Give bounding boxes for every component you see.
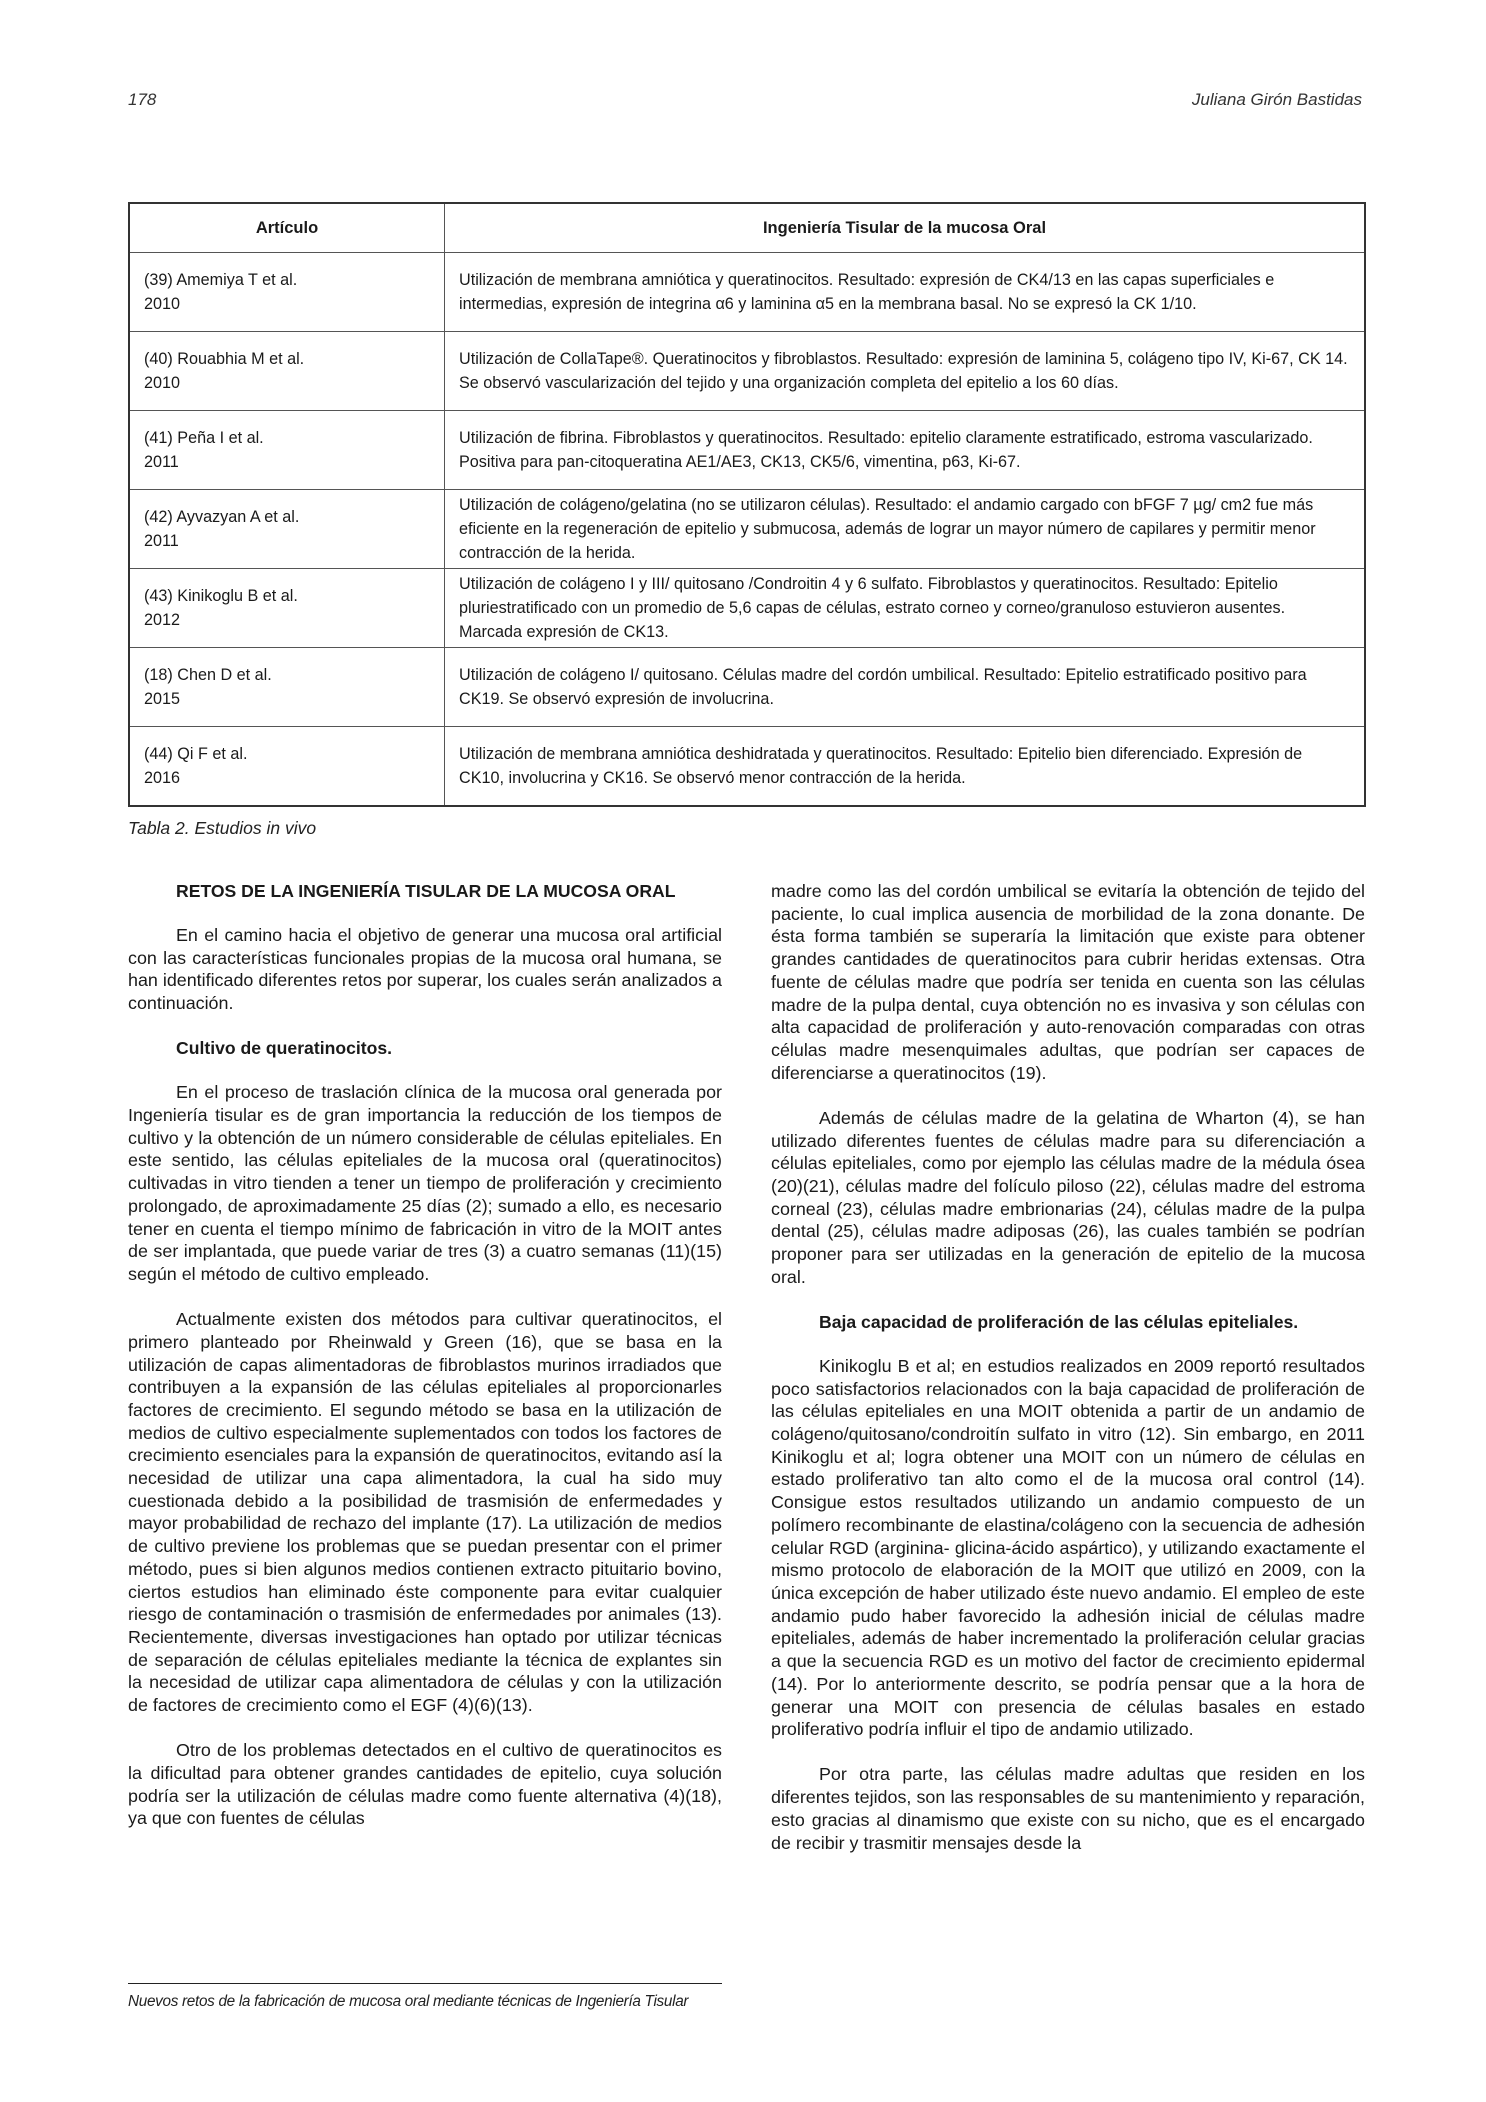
- table-row: [129, 411, 1365, 490]
- footer-divider: [128, 1983, 722, 1984]
- subsection-heading: Baja capacidad de proliferación de las células epiteliales.: [819, 1311, 1299, 1332]
- ref-author: (44) Qi F et al.: [144, 745, 248, 763]
- table-header-row: [129, 203, 1365, 253]
- table-cell-ref: [129, 490, 445, 569]
- table-caption: Tabla 2. Estudios in vivo: [128, 818, 317, 838]
- paragraph: En el proceso de traslación clínica de la mucosa oral generada por Ingeniería tisular es de gran importancia la reducción de los tiempos de cultivo y la obtención de un número considerable de células epiteliales. En este sentido, las células epiteliales de la mucosa oral (queratinocitos) cultivadas in vitro tienden a tener un tiempo de proliferación y crecimiento prolongado, de aproximadamente 25 días (2); sumado a ello, es necesario tener en cuenta el tiempo mínimo de fabricación in vitro de la MOIT antes de ser implantada, que puede variar de tres (3) a cuatro semanas (11)(15) según el método de cultivo empleado.: [128, 1082, 722, 1284]
- running-header-author: Juliana Girón Bastidas: [1191, 90, 1362, 109]
- ref-author: (41) Peña I et al.: [144, 429, 264, 447]
- paragraph: Por otra parte, las células madre adultas que residen en los diferentes tejidos, son las responsables de su mantenimiento y reparación, esto gracias al dinamismo que existe con su nicho, que es el encargado de recibir y trasmitir mensajes desde la: [771, 1764, 1365, 1853]
- table-cell-ref: [129, 253, 445, 332]
- paragraph: Kinikoglu B et al; en estudios realizados en 2009 reportó resultados poco satisfactorios relacionados con la baja capacidad de proliferación de las células epiteliales en una MOIT obtenida a partir de un andamio de colágeno/quitosano/condroitín sulfato in vitro (12). Sin embargo, en 2011 Kinikoglu et al; logra obtener una MOIT con un número de células en estado proliferativo tan alto como el de la mucosa oral control (14). Consigue estos resultados utilizando un andamio compuesto de un polímero recombinante de elastina/colágeno con la secuencia de adhesión celular RGD (arginina- glicina-ácido aspártico), y utilizando exactamente el mismo protocolo de elaboración de la MOIT que utilizó en 2009, con la única excepción de haber utilizado éste nuevo andamio. El empleo de este andamio pudo haber favorecido la adhesión inicial de células madre epiteliales, además de haber incrementado la proliferación celular gracias a que la secuencia RGD es un motivo del factor de crecimiento epidermal (14). Por lo anteriormente descrito, se podría pensar que a la hora de generar una MOIT con presencia de células basales en estado proliferativo podría influir el tipo de andamio utilizado.: [771, 1355, 1365, 1740]
- header-article: Artículo: [129, 203, 445, 253]
- ref-year: 2015: [144, 690, 181, 708]
- ref-year: 2011: [144, 532, 179, 550]
- table-row: [129, 332, 1365, 411]
- table-cell-ref: [129, 648, 445, 727]
- paragraph: En el camino hacia el objetivo de generar una mucosa oral artificial con las características funcionales propias de la mucosa oral humana, se han identificado diferentes retos por superar, los cuales serán analizados a continuación.: [128, 925, 722, 1014]
- ref-year: 2010: [144, 295, 181, 313]
- table-row: [129, 727, 1365, 807]
- table-cell-description: Utilización de membrana amniótica deshidratada y queratinocitos. Resultado: Epitelio bien diferenciado. Expresión de CK10, involucrina y CK16. Se observó menor contracción de la herida.: [445, 727, 1366, 807]
- table-cell-description: Utilización de fibrina. Fibroblastos y queratinocitos. Resultado: epitelio claramente estratificado, estroma vascularizado. Positiva para pan-citoqueratina AE1/AE3, CK13, CK5/6, vimentina, p63, Ki-67.: [445, 411, 1366, 490]
- table-cell-ref: [129, 411, 445, 490]
- table-cell-ref: [129, 332, 445, 411]
- right-column: [771, 880, 1365, 1877]
- paragraph: Otro de los problemas detectados en el cultivo de queratinocitos es la dificultad para obtener grandes cantidades de epitelio, cuya solución podría ser la utilización de células madre como fuente alternativa (4)(18), ya que con fuentes de células: [128, 1740, 722, 1829]
- ref-author: (43) Kinikoglu B et al.: [144, 587, 298, 605]
- ref-author: (39) Amemiya T et al.: [144, 271, 298, 289]
- table-row: [129, 490, 1365, 569]
- table-cell-description: Utilización de colágeno I y III/ quitosano /Condroitin 4 y 6 sulfato. Fibroblastos y queratinocitos. Resultado: Epitelio pluriestratificado con un promedio de 5,6 capas de células, estrato corneo y corneo/granuloso estuvieron ausentes. Marcada expresión de CK13.: [445, 569, 1366, 648]
- paragraph: madre como las del cordón umbilical se evitaría la obtención de tejido del paciente, lo cual implica ausencia de morbilidad de la zona donante. De ésta forma también se superaría la limitación que existe para obtener grandes cantidades de queratinocitos para cubrir heridas extensas. Otra fuente de células madre que podría ser tenida en cuenta son las células madre de la pulpa dental, cuya obtención no es invasiva y son células con alta capacidad de proliferación y auto-renovación comparadas con otras células madre mesenquimales adultas, que podrían ser capaces de diferenciarse a queratinocitos (19).: [771, 881, 1365, 1083]
- ref-year: 2016: [144, 769, 181, 787]
- table-cell-ref: [129, 727, 445, 807]
- left-column: [128, 880, 722, 1853]
- ref-author: (40) Rouabhia M et al.: [144, 350, 305, 368]
- ref-year: 2012: [144, 611, 181, 629]
- ref-author: (18) Chen D et al.: [144, 666, 272, 684]
- ref-year: 2010: [144, 374, 181, 392]
- table-row: [129, 648, 1365, 727]
- paragraph: Actualmente existen dos métodos para cultivar queratinocitos, el primero planteado por Rheinwald y Green (16), que se basa en la utilización de capas alimentadoras de fibroblastos murinos irradiados que contribuyen a la expansión de las células epiteliales al proporcionarles factores de crecimiento. El segundo método se basa en la utilización de medios de cultivo especialmente suplementados con todos los factores de crecimiento esenciales para la expansión de queratinocitos, evitando así la necesidad de utilizar una capa alimentadora, la cual ha sido muy cuestionada debido a la posibilidad de trasmisión de enfermedades y mayor probabilidad de rechazo del implante (17). La utilización de medios de cultivo previene los problemas que se puedan presentar con el primer método, pues si bien algunos medios contienen extracto pituitario bovino, ciertos estudios han eliminado éste componente para evitar cualquier riesgo de contaminación o trasmisión de enfermedades por animales (13). Recientemente, diversas investigaciones han optado por utilizar técnicas de separación de células epiteliales mediante la técnica de explantes sin la necesidad de utilizar capa alimentadora de células y con la utilización de factores de crecimiento como el EGF (4)(6)(13).: [128, 1309, 722, 1716]
- subsection-heading: Cultivo de queratinocitos.: [176, 1038, 393, 1059]
- table-cell-description: Utilización de membrana amniótica y queratinocitos. Resultado: expresión de CK4/13 en las capas superficiales e intermedias, expresión de integrina α6 y laminina α5 en la membrana basal. No se expresó la CK 1/10.: [445, 253, 1366, 332]
- page-number: 178: [128, 90, 157, 109]
- paragraph: Además de células madre de la gelatina de Wharton (4), se han utilizado diferentes fuentes de células madre para su diferenciación a células epiteliales, como por ejemplo las células madre de la médula ósea (20)(21), células madre del folículo piloso (22), células madre del estroma corneal (23), células madre embrionarias (24), células madre de la pulpa dental (25), células madre adiposas (26), las cuales también se podrían proponer para ser utilizadas en la generación de epitelio de la mucosa oral.: [771, 1107, 1365, 1287]
- table-cell-description: Utilización de colágeno I/ quitosano. Células madre del cordón umbilical. Resultado: Epitelio estratificado positivo para CK19. Se observó expresión de involucrina.: [445, 648, 1366, 727]
- section-heading: RETOS DE LA INGENIERÍA TISULAR DE LA MUCOSA ORAL: [176, 881, 676, 901]
- table-cell-ref: [129, 569, 445, 648]
- table-cell-description: Utilización de CollaTape®. Queratinocitos y fibroblastos. Resultado: expresión de laminina 5, colágeno tipo IV, Ki-67, CK 14. Se observó vascularización del tejido y una organización completa del epitelio a los 60 días.: [445, 332, 1366, 411]
- table-cell-description: Utilización de colágeno/gelatina (no se utilizaron células). Resultado: el andamio cargado con bFGF 7 µg/ cm2 fue más eficiente en la regeneración de epitelio y submucosa, además de lograr un mayor número de capilares y permitir menor contracción de la herida.: [445, 490, 1366, 569]
- ref-year: 2011: [144, 453, 179, 471]
- header-tissue-engineering: Ingeniería Tisular de la mucosa Oral: [445, 203, 1366, 253]
- studies-table: [128, 202, 1366, 807]
- ref-author: (42) Ayvazyan A et al.: [144, 508, 300, 526]
- table-row: [129, 253, 1365, 332]
- table-row: [129, 569, 1365, 648]
- running-footer: Nuevos retos de la fabricación de mucosa oral mediante técnicas de Ingeniería Tisular: [128, 1993, 689, 2010]
